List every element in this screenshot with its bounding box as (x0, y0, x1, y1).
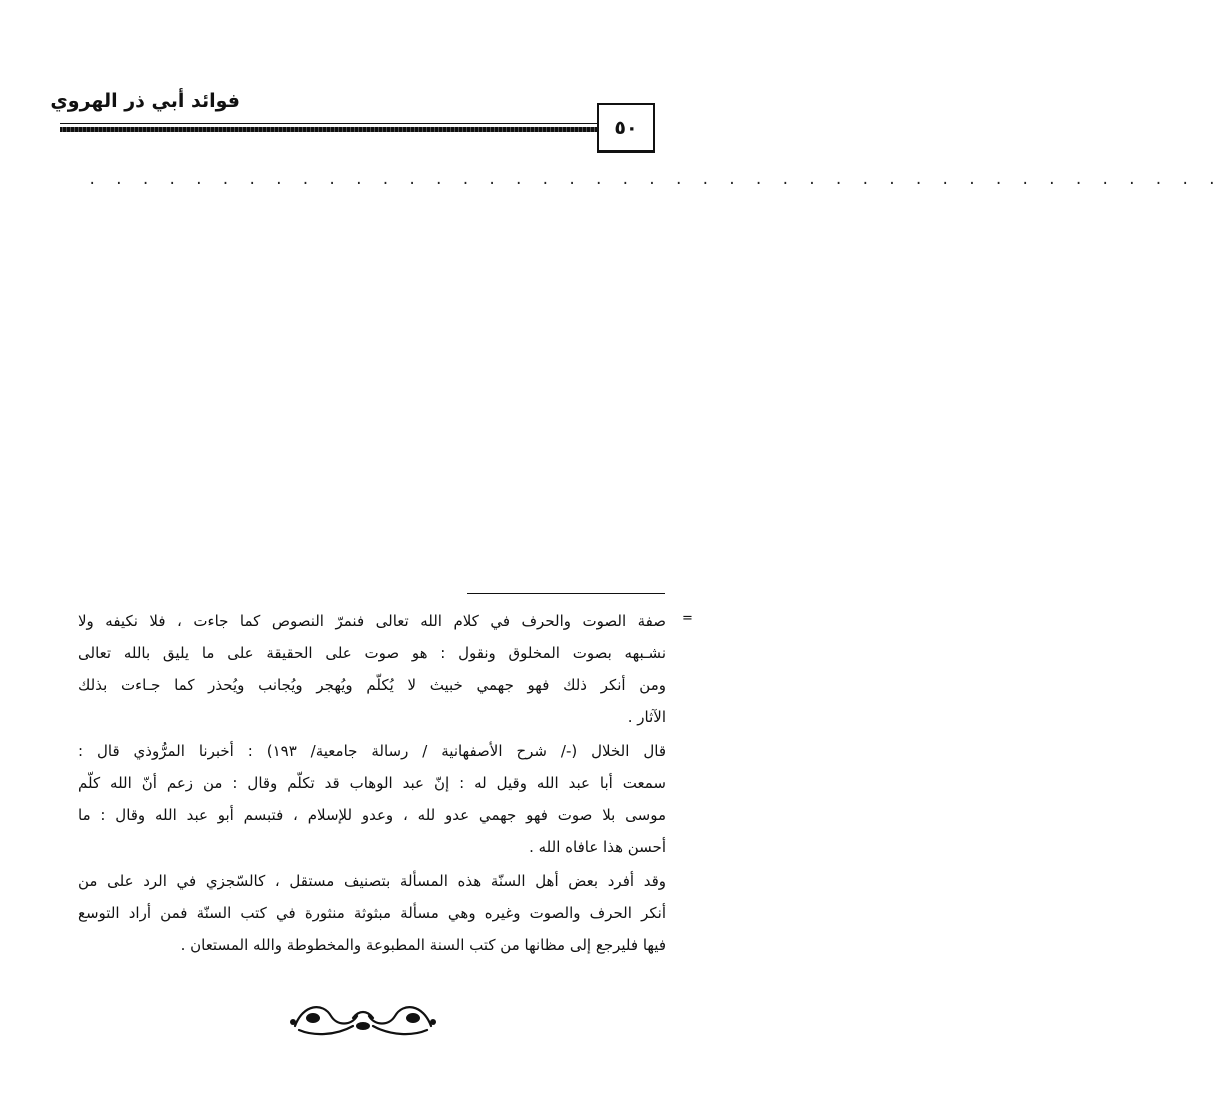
header-rule-thin (60, 123, 598, 124)
footnote-rule (467, 593, 665, 594)
running-header-title: فوائد أبي ذر الهروي (50, 90, 240, 112)
footnote-line: نشـبهه بصوت المخلوق ونقول : هو صوت على الحقيقة على ما يليق بالله تعالى (78, 644, 666, 662)
page-number-box (597, 103, 655, 153)
footnote-block (78, 612, 666, 972)
end-ornament (283, 996, 443, 1040)
footnote-line: أحسن هذا عافاه الله . (529, 838, 666, 856)
footnote-continuation-marker: = (682, 611, 693, 626)
footnote-line: ومن أنكر ذلك فهو جهمي خبيث لا يُكلّم ويُهجر ويُجانب ويُحذر كما جـاءت بذلك (78, 676, 666, 694)
footnote-line: فيها فليرجع إلى مظانها من كتب السنة المطبوعة والمخطوطة والله المستعان . (180, 936, 666, 954)
footnote-line: وقد أفرد بعض أهل السنّة هذه المسألة بتصنيف مستقل ، كالسّجزي في الرد على من (78, 872, 666, 890)
footnote-line: أنكر الحرف والصوت وغيره وهي مسألة مبثوثة منثورة في كتب السنّة فمن أراد التوسع (78, 904, 666, 922)
header-rule-thick (60, 127, 598, 132)
footnote-line: صفة الصوت والحرف في كلام الله تعالى فنمرّ النصوص كما جاءت ، فلا نكيفه ولا (78, 612, 666, 630)
footnote-line: قال الخلال (-/ شرح الأصفهانية / رسالة جامعية/ ١٩٣) : أخبرنا المرُّوذي قال : (78, 742, 666, 760)
footnote-line: سمعت أبا عبد الله وقيل له : إنّ عبد الوهاب قد تكلّم وقال : من زعم أنّ الله كلّم (78, 774, 666, 792)
dotted-separator: . . . . . . . . . . . . . . . . . . . . . . . . . . . . . . . . . . . . . . . . . . . (88, 172, 1221, 188)
footnote-line: موسى بلا صوت فهو جهمي عدو لله ، وعدو للإسلام ، فتبسم أبو عبد الله وقال : ما (78, 806, 666, 824)
page-number: ٥٠ (614, 116, 638, 139)
footnote-line: الآثار . (627, 708, 666, 726)
